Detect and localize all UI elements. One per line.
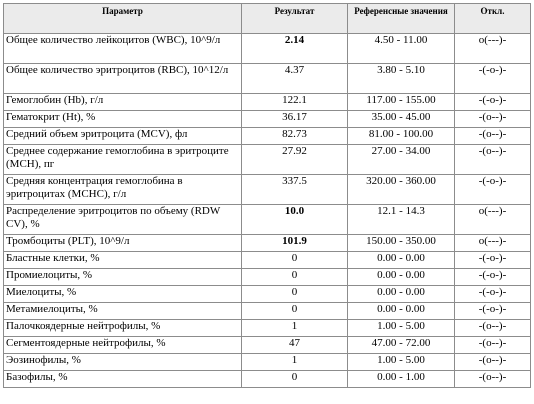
reference-range: 117.00 - 155.00 — [348, 94, 455, 111]
table-row — [4, 175, 531, 205]
table-row — [4, 303, 531, 320]
result-value: 1 — [242, 354, 348, 371]
parameter-name: Общее количество лейкоцитов (WBC), 10^9/л — [4, 34, 242, 64]
header-param: Параметр — [4, 4, 242, 34]
table-body — [4, 34, 531, 388]
result-value: 0 — [242, 371, 348, 388]
deviation-indicator: o(---)- — [455, 205, 531, 235]
deviation-indicator: -(-o-)- — [455, 175, 531, 205]
reference-range: 27.00 - 34.00 — [348, 145, 455, 175]
deviation-indicator: -(-o-)- — [455, 94, 531, 111]
result-value: 0 — [242, 286, 348, 303]
deviation-indicator: -(o--)- — [455, 371, 531, 388]
parameter-name: Базофилы, % — [4, 371, 242, 388]
lab-results-table — [3, 3, 531, 388]
parameter-name: Среднее содержание гемоглобина в эритроците (MCH), пг — [4, 145, 242, 175]
table-header-row — [4, 4, 531, 34]
deviation-indicator: -(o--)- — [455, 145, 531, 175]
reference-range: 1.00 - 5.00 — [348, 354, 455, 371]
reference-range: 4.50 - 11.00 — [348, 34, 455, 64]
table-row — [4, 286, 531, 303]
parameter-name: Гематокрит (Ht), % — [4, 111, 242, 128]
parameter-name: Эозинофилы, % — [4, 354, 242, 371]
header-deviation: Откл. — [455, 4, 531, 34]
result-value: 27.92 — [242, 145, 348, 175]
parameter-name: Средняя концентрация гемоглобина в эритроцитах (MCHC), г/л — [4, 175, 242, 205]
parameter-name: Общее количество эритроцитов (RBC), 10^12/л — [4, 64, 242, 94]
parameter-name: Гемоглобин (Hb), г/л — [4, 94, 242, 111]
result-value: 0 — [242, 252, 348, 269]
deviation-indicator: -(o--)- — [455, 128, 531, 145]
table-row — [4, 252, 531, 269]
deviation-indicator: -(-o-)- — [455, 64, 531, 94]
header-result: Результат — [242, 4, 348, 34]
table-row — [4, 145, 531, 175]
deviation-indicator: -(-o-)- — [455, 286, 531, 303]
reference-range: 35.00 - 45.00 — [348, 111, 455, 128]
deviation-indicator: -(o--)- — [455, 337, 531, 354]
table-row — [4, 111, 531, 128]
table-row — [4, 34, 531, 64]
result-value: 47 — [242, 337, 348, 354]
deviation-indicator: -(-o-)- — [455, 303, 531, 320]
reference-range: 0.00 - 0.00 — [348, 303, 455, 320]
reference-range: 81.00 - 100.00 — [348, 128, 455, 145]
parameter-name: Распределение эритроцитов по объему (RDW CV), % — [4, 205, 242, 235]
result-value: 82.73 — [242, 128, 348, 145]
deviation-indicator: o(---)- — [455, 235, 531, 252]
parameter-name: Метамиелоциты, % — [4, 303, 242, 320]
table-row — [4, 354, 531, 371]
deviation-indicator: -(o--)- — [455, 354, 531, 371]
header-reference: Референсные значения — [348, 4, 455, 34]
result-value: 0 — [242, 303, 348, 320]
reference-range: 3.80 - 5.10 — [348, 64, 455, 94]
parameter-name: Палочкоядерные нейтрофилы, % — [4, 320, 242, 337]
deviation-indicator: -(-o-)- — [455, 269, 531, 286]
reference-range: 0.00 - 0.00 — [348, 286, 455, 303]
reference-range: 0.00 - 0.00 — [348, 269, 455, 286]
parameter-name: Миелоциты, % — [4, 286, 242, 303]
reference-range: 1.00 - 5.00 — [348, 320, 455, 337]
reference-range: 150.00 - 350.00 — [348, 235, 455, 252]
result-value: 101.9 — [242, 235, 348, 252]
table-row — [4, 320, 531, 337]
parameter-name: Средний объем эритроцита (MCV), фл — [4, 128, 242, 145]
result-value: 337.5 — [242, 175, 348, 205]
table-row — [4, 337, 531, 354]
deviation-indicator: -(o--)- — [455, 320, 531, 337]
deviation-indicator: -(-o-)- — [455, 252, 531, 269]
result-value: 0 — [242, 269, 348, 286]
parameter-name: Сегментоядерные нейтрофилы, % — [4, 337, 242, 354]
result-value: 36.17 — [242, 111, 348, 128]
reference-range: 12.1 - 14.3 — [348, 205, 455, 235]
table-row — [4, 235, 531, 252]
table-row — [4, 205, 531, 235]
table-row — [4, 371, 531, 388]
result-value: 10.0 — [242, 205, 348, 235]
result-value: 4.37 — [242, 64, 348, 94]
parameter-name: Промиелоциты, % — [4, 269, 242, 286]
table-row — [4, 269, 531, 286]
result-value: 2.14 — [242, 34, 348, 64]
reference-range: 320.00 - 360.00 — [348, 175, 455, 205]
reference-range: 0.00 - 1.00 — [348, 371, 455, 388]
table-row — [4, 128, 531, 145]
table-row — [4, 64, 531, 94]
result-value: 1 — [242, 320, 348, 337]
result-value: 122.1 — [242, 94, 348, 111]
deviation-indicator: o(---)- — [455, 34, 531, 64]
parameter-name: Тромбоциты (PLT), 10^9/л — [4, 235, 242, 252]
parameter-name: Бластные клетки, % — [4, 252, 242, 269]
deviation-indicator: -(o--)- — [455, 111, 531, 128]
reference-range: 47.00 - 72.00 — [348, 337, 455, 354]
reference-range: 0.00 - 0.00 — [348, 252, 455, 269]
table-row — [4, 94, 531, 111]
